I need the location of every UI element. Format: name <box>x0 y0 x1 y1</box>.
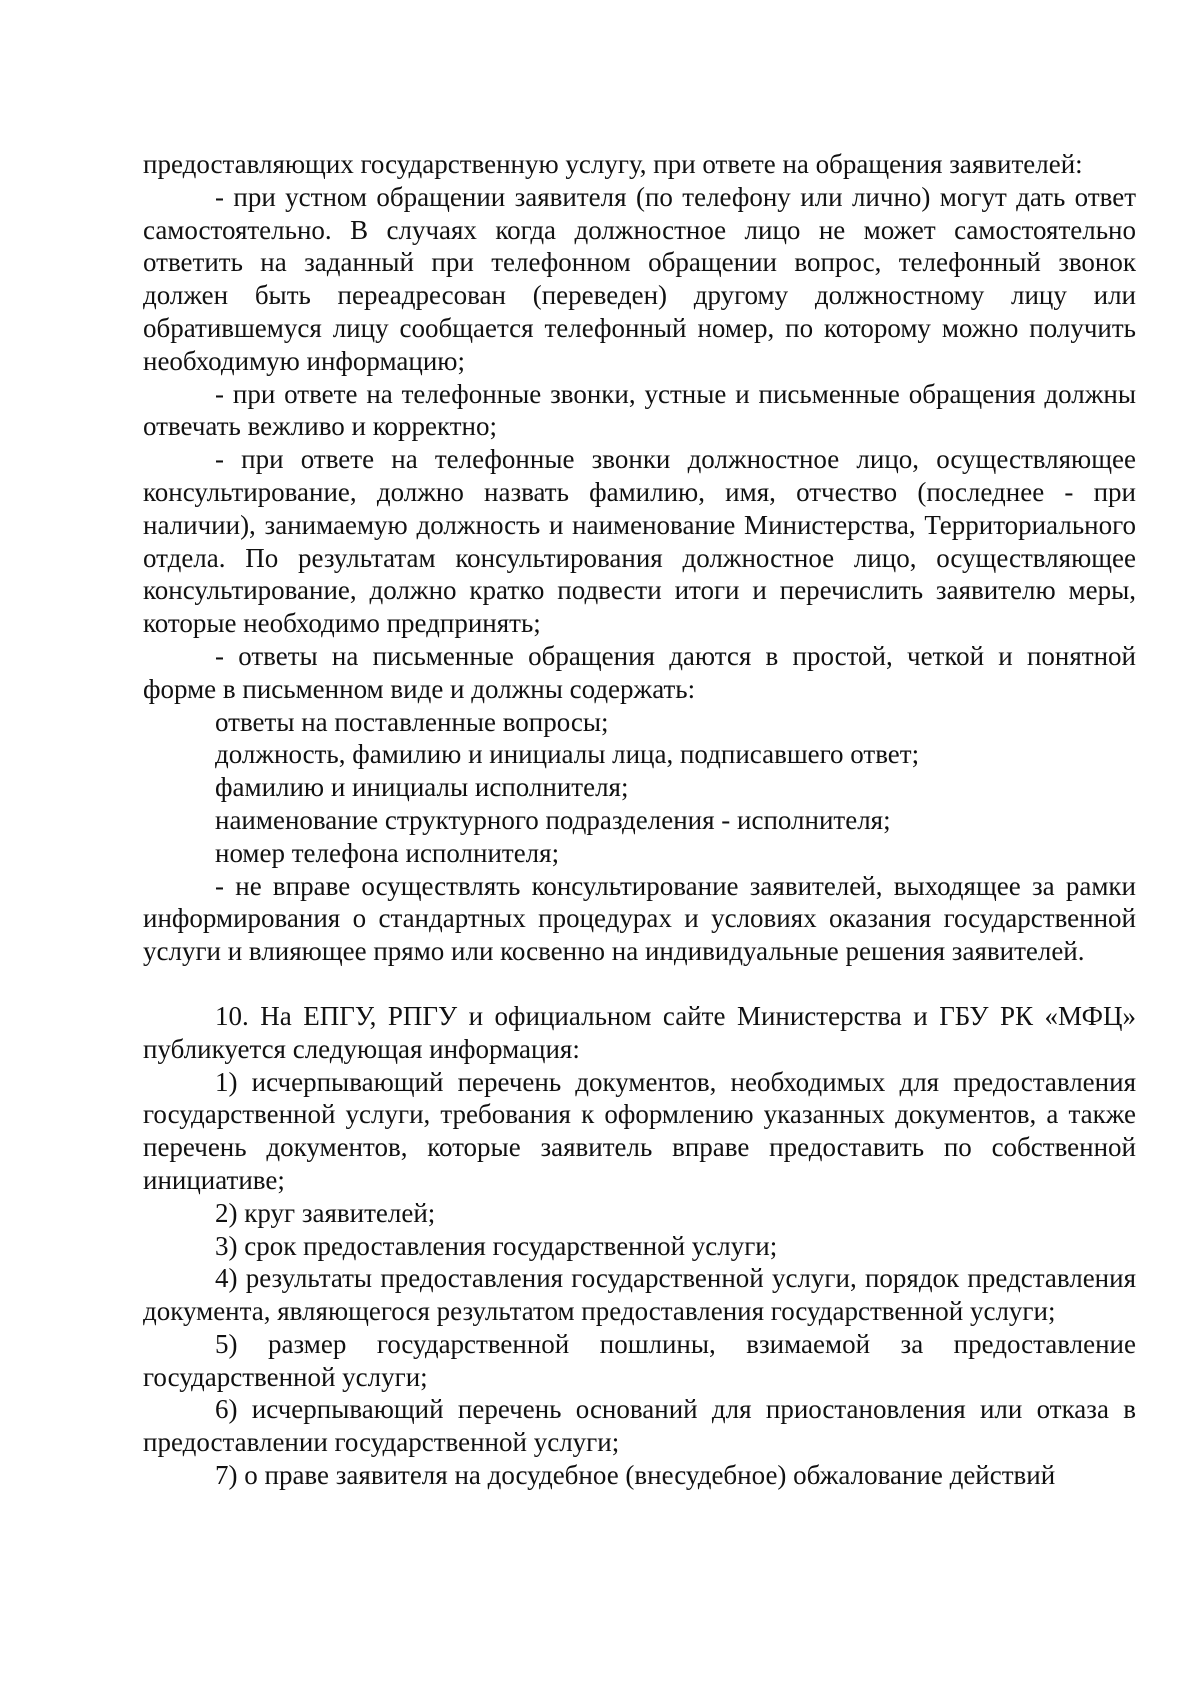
list-item-6: 6) исчерпывающий перечень оснований для приостановления или отказа в предоставлении государственной услуги; <box>143 1394 1136 1458</box>
list-item-5: 5) размер государственной пошлины, взимаемой за предоставление государственной услуги; <box>143 1328 1136 1392</box>
list-item-7: 7) о праве заявителя на досудебное (внесудебное) обжалование действий <box>215 1460 1056 1491</box>
list-item-executor-name: фамилию и инициалы исполнителя; <box>215 772 629 803</box>
paragraph-phone-calls: - при ответе на телефонные звонки должностное лицо, осуществляющее консультирование, должно назвать фамилию, имя, отчество (последнее - при наличии), занимаемую должность и наименование Министерства, Территориального отдела. По результатам консультирования должностное лицо, осуществляющее консультирование, должно кратко подвести итоги и перечислить заявителю меры, которые необходимо предпринять; <box>143 444 1136 639</box>
document-page <box>143 148 1136 1492</box>
paragraph-spacer <box>143 968 1136 1000</box>
list-item-signer: должность, фамилию и инициалы лица, подписавшего ответ; <box>215 739 920 770</box>
paragraph-restriction: - не вправе осуществлять консультирование заявителей, выходящее за рамки информирования о стандартных процедурах и условиях оказания государственной услуги и влияющее прямо или косвенно на индивидуальные решения заявителей. <box>143 870 1136 967</box>
paragraph-section-10: 10. На ЕПГУ, РПГУ и официальном сайте Министерства и ГБУ РК «МФЦ» публикуется следующая информация: <box>143 1000 1136 1064</box>
list-item-4: 4) результаты предоставления государственной услуги, порядок представления документа, являющегося результатом предоставления государственной услуги; <box>143 1263 1136 1327</box>
list-item-department: наименование структурного подразделения - исполнителя; <box>215 804 891 835</box>
paragraph-politeness: - при ответе на телефонные звонки, устные и письменные обращения должны отвечать вежливо и корректно; <box>143 378 1136 442</box>
list-item-answers: ответы на поставленные вопросы; <box>215 706 609 737</box>
paragraph-oral-appeal: - при устном обращении заявителя (по телефону или лично) могут дать ответ самостоятельно. В случаях когда должностное лицо не может самостоятельно ответить на заданный при телефонном обращении вопрос, телефонный звонок должен быть переадресован (переведен) другому должностному лицу или обратившемуся лицу сообщается телефонный номер, по которому можно получить необходимую информацию; <box>143 181 1136 376</box>
list-item-3: 3) срок предоставления государственной услуги; <box>215 1230 778 1261</box>
list-item-2: 2) круг заявителей; <box>215 1197 436 1228</box>
list-item-phone: номер телефона исполнителя; <box>215 837 560 868</box>
paragraph-written-answers: - ответы на письменные обращения даются в простой, четкой и понятной форме в письменном виде и должны содержать: <box>143 640 1136 704</box>
paragraph-continuation: предоставляющих государственную услугу, при ответе на обращения заявителей: <box>143 149 1083 179</box>
list-item-1: 1) исчерпывающий перечень документов, необходимых для предоставления государственной услуги, требования к оформлению указанных документов, а также перечень документов, которые заявитель вправе предоставить по собственной инициативе; <box>143 1066 1136 1195</box>
